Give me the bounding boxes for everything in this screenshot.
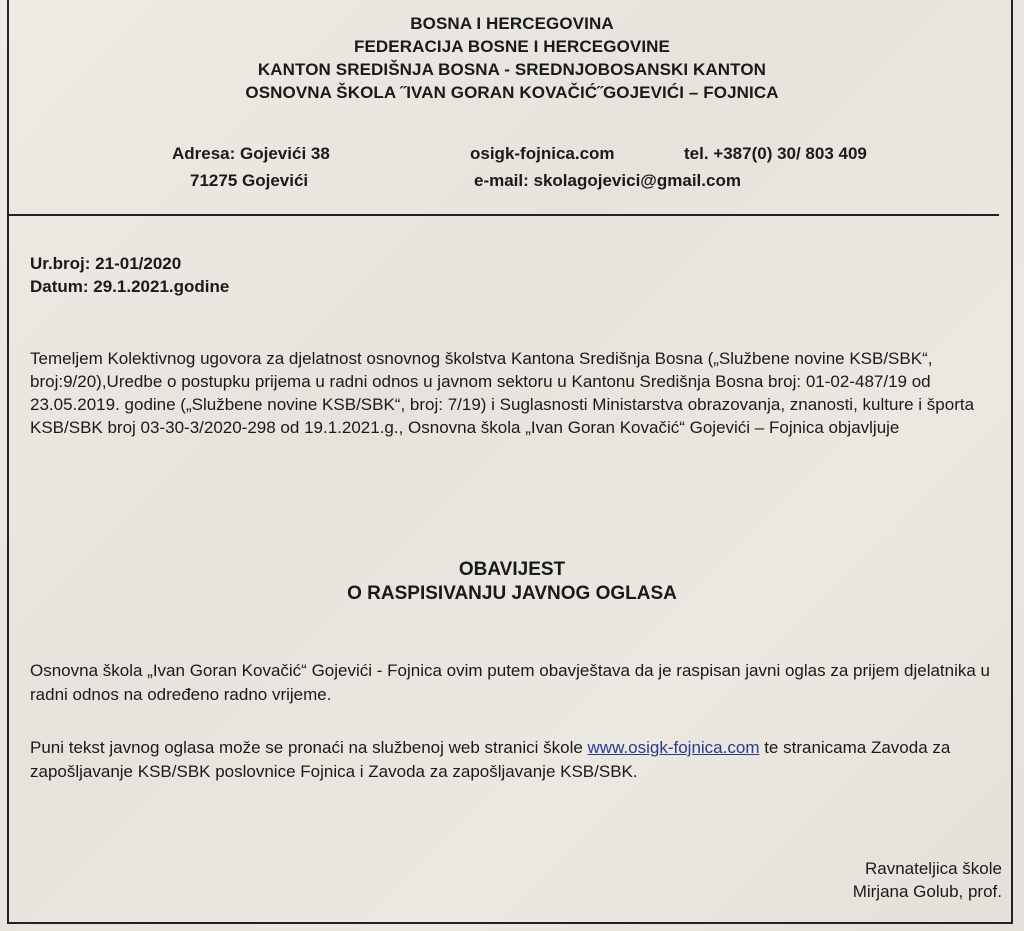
header-country: BOSNA I HERCEGOVINA: [410, 14, 614, 33]
header-federation: FEDERACIJA BOSNE I HERCEGOVINE: [354, 37, 670, 56]
notice-frame: [7, 0, 1013, 924]
signature-block: [853, 857, 1002, 903]
notice-title-line2: O RASPISIVANJU JAVNOG OGLASA: [347, 583, 677, 604]
header-canton: KANTON SREDIŠNJA BOSNA - SREDNJOBOSANSKI KANTON: [257, 60, 767, 79]
school-website-link[interactable]: www.osigk-fojnica.com: [587, 738, 760, 757]
full-text-paragraph: [30, 736, 1005, 784]
signature-role: Ravnateljica škole: [864, 859, 1002, 878]
header-divider: [9, 214, 999, 216]
announcement-paragraph: Osnovna škola „Ivan Goran Kovačić“ Gojevići - Fojnica ovim putem obavještava da je raspisan javni oglas za prijem djelatnika u radni odnos na određeno radno vrijeme.: [30, 661, 991, 704]
header-school: OSNOVNA ŠKOLA ˝IVAN GORAN KOVAČIĆ˝GOJEVIĆI – FOJNICA: [245, 83, 779, 102]
reference-date: Datum: 29.1.2021.godine: [30, 277, 230, 296]
signature-name: Mirjana Golub, prof.: [852, 882, 1002, 901]
reference-block: [30, 252, 229, 298]
contact-website[interactable]: osigk-fojnica.com: [470, 144, 615, 163]
contact-phone: tel. +387(0) 30/ 803 409: [684, 144, 867, 163]
intro-paragraph: Temeljem Kolektivnog ugovora za djelatnost osnovnog školstva Kantona Središnja Bosna („Službene novine KSB/SBK“, broj:9/20),Uredbe o postupku prijema u radni odnos u javnom sektoru u Kantonu Središnja Bosna broj: 01-02-487/19 od 23.05.2019. godine („Službene novine KSB/SBK“, broj: 7/19) i Suglasnosti Ministarstva obrazovanja, znanosti, kulture i športa KSB/SBK broj 03-30-3/2020-298 od 19.1.2021.g., Osnovna škola „Ivan Goran Kovačić“ Gojevići – Fojnica objavljuje: [30, 349, 975, 437]
full-text-after-link: te stranicama Zavoda za zapošljavanje KSB/SBK poslovnice Fojnica i Zavoda za zapošljavanje KSB/SBK.: [30, 738, 951, 781]
contact-email[interactable]: e-mail: skolagojevici@gmail.com: [474, 171, 741, 190]
full-text-before-link: Puni tekst javnog oglasa može se pronaći na službenoj web stranici škole: [30, 738, 588, 757]
reference-number: Ur.broj: 21-01/2020: [30, 254, 182, 273]
contact-address: Adresa: Gojevići 38: [172, 144, 330, 163]
notice-title: [0, 558, 1024, 606]
notice-title-line1: OBAVIJEST: [458, 559, 566, 580]
letterhead: [0, 12, 1024, 104]
contact-postal: 71275 Gojevići: [190, 171, 309, 190]
